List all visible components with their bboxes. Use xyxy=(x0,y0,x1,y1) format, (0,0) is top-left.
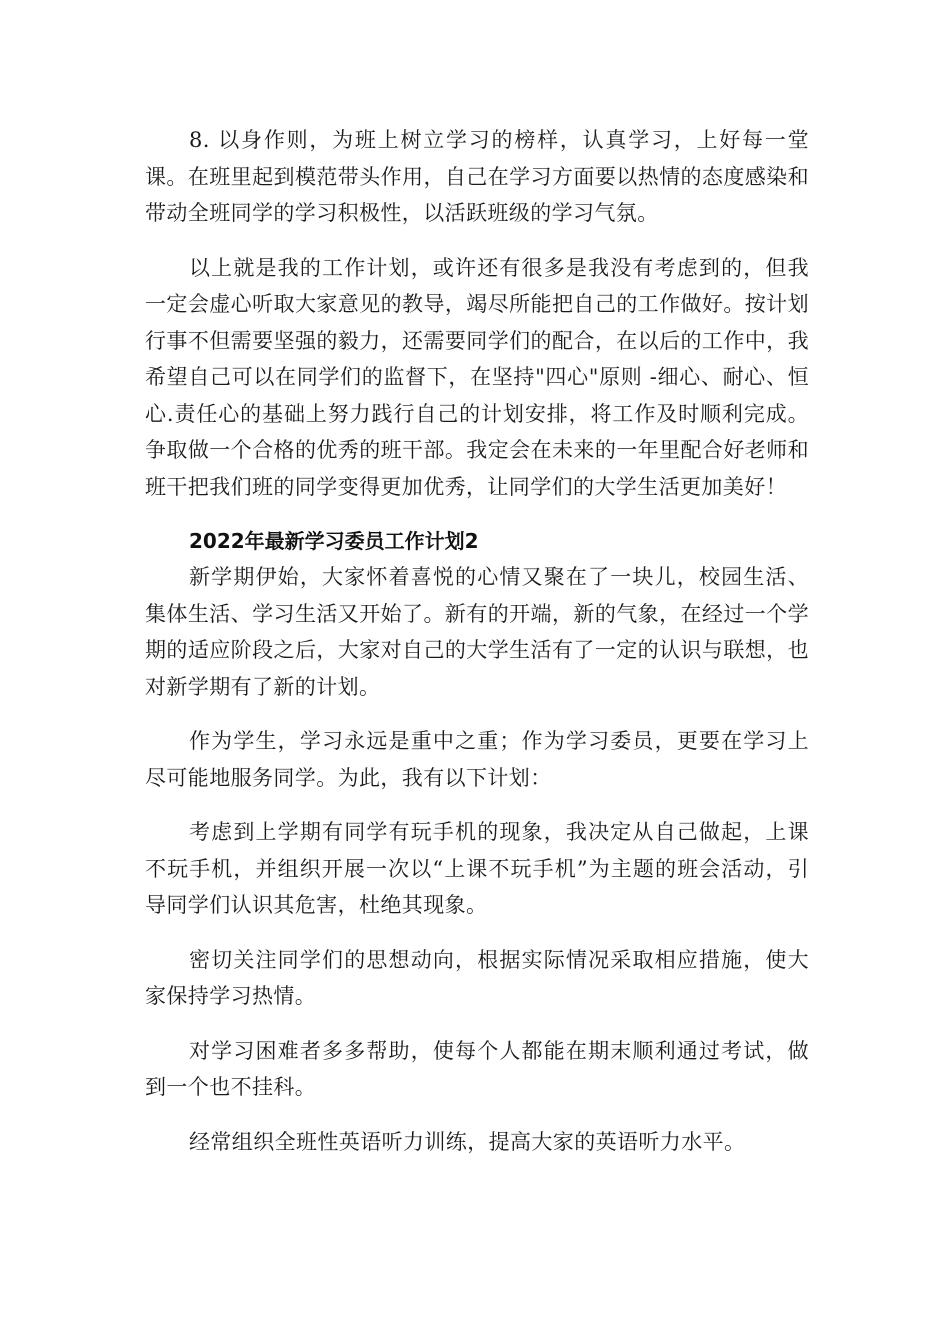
paragraph-plan-listening: 经常组织全班性英语听力训练，提高大家的英语听力水平。 xyxy=(189,1129,746,1154)
paragraph-plan-attention: 密切关注同学们的思想动向，根据实际情况采取相应措施，使大家保持学习热情。 xyxy=(145,947,809,1008)
section-heading: 2022年最新学习委员工作计划2 xyxy=(189,529,479,553)
document-page xyxy=(145,122,809,1178)
paragraph-role: 作为学生，学习永远是重中之重；作为学习委员，更要在学习上尽可能地服务同学。为此，我有以下计划： xyxy=(145,729,809,790)
paragraph-plan-help: 对学习困难者多多帮助，使每个人都能在期末顺利通过考试，做到一个也不挂科。 xyxy=(145,1038,809,1099)
paragraph-item-8: 8. 以身作则，为班上树立学习的榜样，认真学习，上好每一堂课。在班里起到模范带头作用，自己在学习方面要以热情的态度感染和带动全班同学的学习积极性，以活跃班级的学习气氛。 xyxy=(145,128,809,225)
paragraph-intro: 新学期伊始，大家怀着喜悦的心情又聚在了一块儿，校园生活、集体生活、学习生活又开始了。新有的开端，新的气象，在经过一个学期的适应阶段之后，大家对自己的大学生活有了一定的认识与联想，也对新学期有了新的计划。 xyxy=(145,565,809,699)
paragraph-conclusion: 以上就是我的工作计划，或许还有很多是我没有考虑到的，但我一定会虚心听取大家意见的教导，竭尽所能把自己的工作做好。按计划行事不但需要坚强的毅力，还需要同学们的配合，在以后的工作中，我希望自己可以在同学们的监督下，在坚持"四心"原则 -细心、耐心、恒心.责任心的基础上努力践行自己的计划安排，将工作及时顺利完成。争取做一个合格的优秀的班干部。我定会在未来的一年里配合好老师和班干把我们班的同学变得更加优秀，让同学们的大学生活更加美好！ xyxy=(145,255,809,499)
paragraph-plan-phone: 考虑到上学期有同学有玩手机的现象，我决定从自己做起，上课不玩手机，并组织开展一次以“上课不玩手机”为主题的班会活动，引导同学们认识其危害，杜绝其现象。 xyxy=(145,820,809,917)
